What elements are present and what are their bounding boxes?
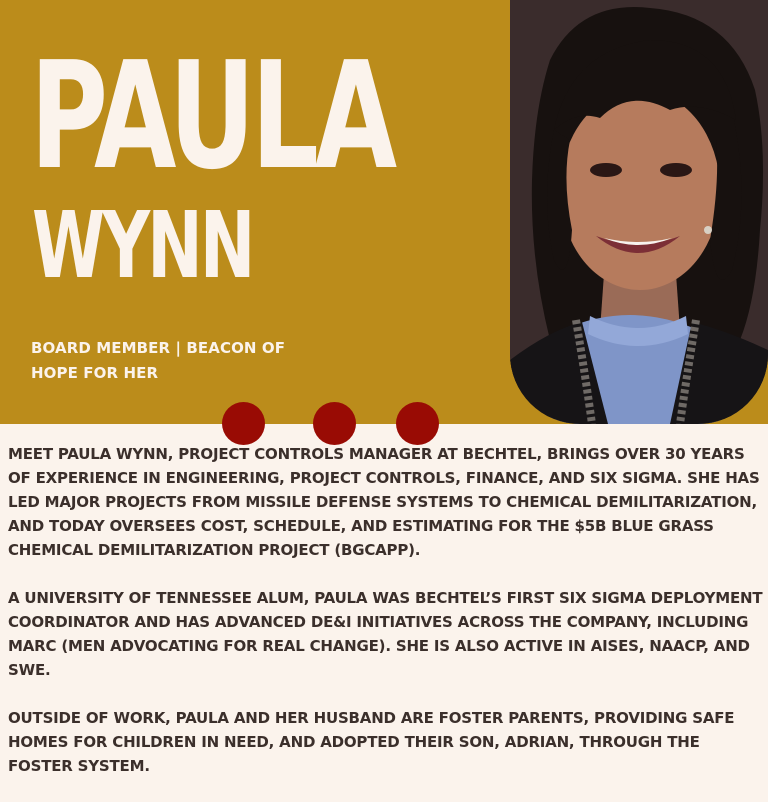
portrait-illustration (510, 0, 768, 424)
role-line-2: HOPE FOR HER (31, 364, 159, 382)
accent-dot (313, 402, 356, 445)
role-title (31, 336, 291, 386)
last-name-heading: WYNN (32, 192, 253, 299)
decorative-dots (0, 402, 768, 446)
accent-dot (222, 402, 265, 445)
accent-dot (396, 402, 439, 445)
role-line-1: BOARD MEMBER | BEACON OF (31, 339, 286, 357)
first-name-heading: PAULA (30, 30, 393, 202)
bio-paragraph-1: MEET PAULA WYNN, PROJECT CONTROLS MANAGER AT BECHTEL, BRINGS OVER 30 YEARS OF EXPERIENCE IN ENGINEERING, PROJECT CONTROLS, FINANCE, AND SIX SIGMA. SHE HAS LED MAJOR PROJECTS FROM MISSILE DEFENSE SYSTEMS TO CHEMICAL DEMILITARIZATION, AND TODAY OVERSEES COST, SCHEDULE, AND ESTIMATING FOR THE $5B BLUE GRASS CHEMICAL DEMILITARIZATION PROJECT (BGCAPP). (8, 445, 760, 559)
portrait-photo (510, 0, 768, 424)
biography (8, 442, 766, 802)
bio-paragraph-3: OUTSIDE OF WORK, PAULA AND HER HUSBAND ARE FOSTER PARENTS, PROVIDING SAFE HOMES FOR CHILDREN IN NEED, AND ADOPTED THEIR SON, ADRIAN, THROUGH THE FOSTER SYSTEM. (8, 709, 735, 775)
bio-paragraph-2: A UNIVERSITY OF TENNESSEE ALUM, PAULA WAS BECHTEL’S FIRST SIX SIGMA DEPLOYMENT COORDINATOR AND HAS ADVANCED DE&I INITIATIVES ACROSS THE COMPANY, INCLUDING MARC (MEN ADVOCATING FOR REAL CHANGE). SHE IS ALSO ACTIVE IN AISES, NAACP, AND SWE. (8, 589, 763, 679)
